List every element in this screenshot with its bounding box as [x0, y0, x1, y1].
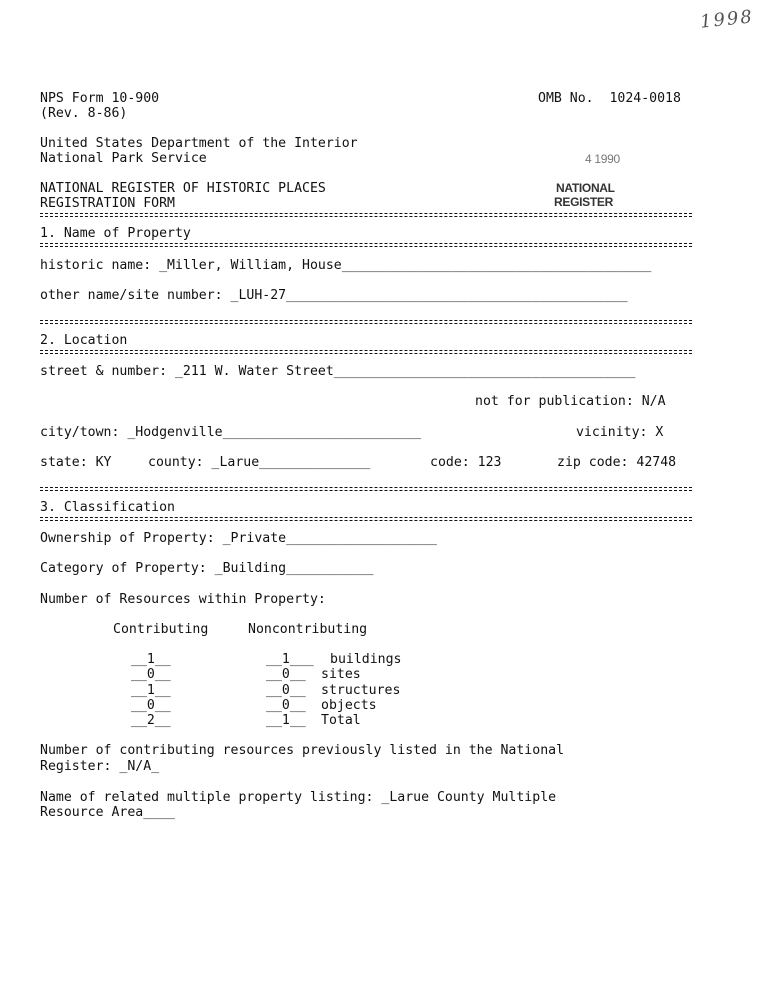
resource-label: objects [321, 698, 377, 713]
vicinity-field: vicinity: X [576, 425, 664, 440]
separator [40, 516, 692, 523]
resource-label: Total [321, 713, 361, 728]
separator [40, 486, 692, 493]
not-for-publication: not for publication: N/A [475, 394, 666, 409]
zip-field: zip code: 42748 [557, 455, 677, 470]
handwritten-annotation: 1998 [699, 6, 755, 33]
section2-heading: 2. Location [40, 333, 128, 348]
resource-noncontributing: __0__ [266, 683, 306, 698]
stamp-register: REGISTER [554, 195, 613, 209]
resource-noncontributing: __1___ [266, 652, 314, 667]
section3-heading: 3. Classification [40, 500, 175, 515]
omb-number: OMB No. 1024-0018 [538, 91, 681, 106]
resource-label: structures [321, 683, 401, 698]
resource-contributing: __2__ [131, 713, 171, 728]
register-title: NATIONAL REGISTER OF HISTORIC PLACES [40, 181, 326, 196]
noncontributing-header: Noncontributing [248, 622, 368, 637]
department-name: United States Department of the Interior [40, 136, 358, 151]
code-field: code: 123 [430, 455, 502, 470]
ownership-field: Ownership of Property: _Private___________________ [40, 531, 437, 546]
resource-contributing: __0__ [131, 698, 171, 713]
resource-noncontributing: __1__ [266, 713, 306, 728]
related-listing-line2: Resource Area____ [40, 805, 175, 820]
street-field: street & number: _211 W. Water Street______________________________________ [40, 364, 636, 379]
historic-name-field: historic name: _Miller, William, House_______________________________________ [40, 258, 652, 273]
separator [40, 319, 692, 326]
city-field: city/town: _Hodgenville_________________________ [40, 425, 422, 440]
state-field: state: KY [40, 455, 112, 470]
form-revision: (Rev. 8-86) [40, 106, 128, 121]
previously-listed-line1: Number of contributing resources previously listed in the National [40, 743, 565, 758]
service-name: National Park Service [40, 151, 207, 166]
separator [40, 212, 692, 219]
stamp-national: NATIONAL [556, 181, 615, 195]
resource-contributing: __1__ [131, 652, 171, 667]
county-field: county: _Larue______________ [148, 455, 371, 470]
section1-heading: 1. Name of Property [40, 226, 191, 241]
resource-contributing: __0__ [131, 667, 171, 682]
form-title: REGISTRATION FORM [40, 196, 175, 211]
form-number: NPS Form 10-900 [40, 91, 160, 106]
contributing-header: Contributing [113, 622, 209, 637]
previously-listed-line2: Register: _N/A_ [40, 759, 160, 774]
separator [40, 349, 692, 356]
category-field: Category of Property: _Building___________ [40, 561, 374, 576]
resource-noncontributing: __0__ [266, 698, 306, 713]
resource-contributing: __1__ [131, 683, 171, 698]
resource-noncontributing: __0__ [266, 667, 306, 682]
resource-label: sites [321, 667, 361, 682]
resources-label: Number of Resources within Property: [40, 592, 326, 607]
related-listing-line1: Name of related multiple property listing: _Larue County Multiple [40, 790, 557, 805]
other-name-field: other name/site number: _LUH-27___________________________________________ [40, 288, 628, 303]
resource-label: buildings [330, 652, 402, 667]
stamp-date: 4 1990 [585, 152, 620, 166]
separator [40, 242, 692, 249]
